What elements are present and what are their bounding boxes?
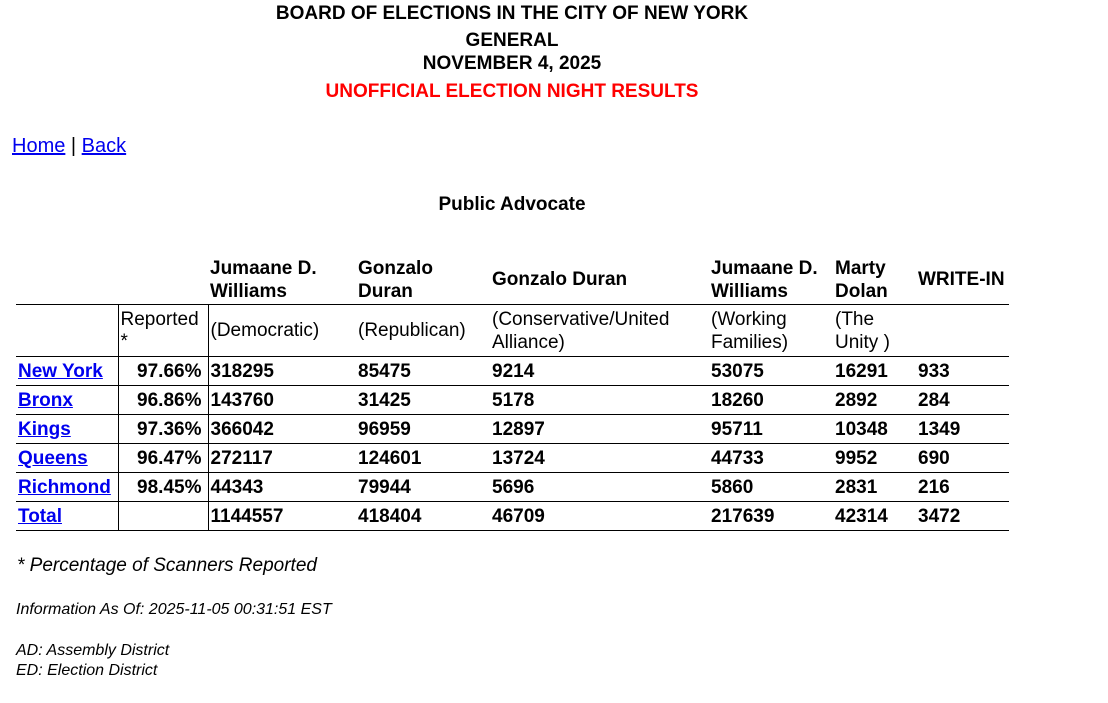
- blank-cell: [16, 305, 118, 357]
- vote-count: 95711: [709, 415, 833, 444]
- vote-count: 284: [916, 386, 1009, 415]
- vote-count: 2831: [833, 473, 916, 502]
- county-cell: [16, 473, 118, 502]
- county-cell: [16, 444, 118, 473]
- vote-count: 5178: [490, 386, 709, 415]
- county-cell: [16, 415, 118, 444]
- vote-count: 5860: [709, 473, 833, 502]
- vote-count: 44343: [208, 473, 356, 502]
- vote-count: 44733: [709, 444, 833, 473]
- party-name: [916, 305, 1009, 357]
- county-link[interactable]: New York: [18, 360, 103, 382]
- district-legend: [16, 641, 169, 681]
- party-name: (Democratic): [208, 305, 356, 357]
- reported-pct: 96.86%: [118, 386, 208, 415]
- county-link[interactable]: Bronx: [18, 389, 73, 411]
- reported-pct: 97.36%: [118, 415, 208, 444]
- nav-links: [12, 135, 126, 158]
- ad-legend: AD: Assembly District: [16, 642, 170, 659]
- county-cell: [16, 502, 118, 531]
- info-timestamp: Information As Of: 2025-11-05 00:31:51 EST: [16, 601, 332, 618]
- county-link[interactable]: Queens: [18, 447, 88, 469]
- vote-count: 9214: [490, 357, 709, 386]
- election-date: NOVEMBER 4, 2025: [422, 53, 602, 74]
- candidate-header-row: [16, 255, 1009, 305]
- reported-pct: [118, 502, 208, 531]
- scanner-footnote: * Percentage of Scanners Reported: [17, 555, 317, 576]
- reported-pct: 97.66%: [118, 357, 208, 386]
- vote-count: 31425: [356, 386, 490, 415]
- ed-legend: ED: Election District: [16, 662, 158, 679]
- back-link[interactable]: Back: [81, 135, 127, 157]
- results-table: [16, 255, 1009, 531]
- vote-count: 3472: [916, 502, 1009, 531]
- party-name: (Republican): [356, 305, 490, 357]
- vote-count: 53075: [709, 357, 833, 386]
- candidate-name: WRITE-IN: [916, 255, 1009, 305]
- table-row: [16, 386, 1009, 415]
- party-name: (Conservative/United Alliance): [490, 305, 709, 357]
- unofficial-results-banner: UNOFFICIAL ELECTION NIGHT RESULTS: [325, 81, 699, 102]
- table-row: [16, 415, 1009, 444]
- vote-count: 46709: [490, 502, 709, 531]
- vote-count: 143760: [208, 386, 356, 415]
- county-link[interactable]: Richmond: [18, 476, 111, 498]
- vote-count: 10348: [833, 415, 916, 444]
- total-link[interactable]: Total: [18, 505, 62, 527]
- vote-count: 9952: [833, 444, 916, 473]
- vote-count: 96959: [356, 415, 490, 444]
- county-link[interactable]: Kings: [18, 418, 71, 440]
- candidate-name: Gonzalo Duran: [490, 255, 709, 305]
- blank-header: [16, 255, 118, 305]
- vote-count: 12897: [490, 415, 709, 444]
- candidate-name: Jumaane D. Williams: [709, 255, 833, 305]
- vote-count: 2892: [833, 386, 916, 415]
- vote-count: 5696: [490, 473, 709, 502]
- party-name: (Working Families): [709, 305, 833, 357]
- vote-count: 42314: [833, 502, 916, 531]
- nav-separator: |: [65, 135, 82, 157]
- table-row: [16, 473, 1009, 502]
- reported-header: Reported *: [118, 305, 208, 357]
- candidate-name: Marty Dolan: [833, 255, 916, 305]
- vote-count: 13724: [490, 444, 709, 473]
- vote-count: 366042: [208, 415, 356, 444]
- vote-count: 18260: [709, 386, 833, 415]
- party-name: (The Unity ): [833, 305, 916, 357]
- vote-count: 933: [916, 357, 1009, 386]
- board-title: BOARD OF ELECTIONS IN THE CITY OF NEW YORK: [275, 3, 749, 24]
- vote-count: 418404: [356, 502, 490, 531]
- blank-header: [118, 255, 208, 305]
- total-row: [16, 502, 1009, 531]
- candidate-name: Jumaane D. Williams: [208, 255, 356, 305]
- vote-count: 85475: [356, 357, 490, 386]
- table-row: [16, 444, 1009, 473]
- vote-count: 124601: [356, 444, 490, 473]
- home-link[interactable]: Home: [12, 135, 66, 157]
- vote-count: 318295: [208, 357, 356, 386]
- vote-count: 216: [916, 473, 1009, 502]
- vote-count: 1349: [916, 415, 1009, 444]
- vote-count: 272117: [208, 444, 356, 473]
- election-type: GENERAL: [465, 30, 559, 51]
- vote-count: 690: [916, 444, 1009, 473]
- candidate-name: Gonzalo Duran: [356, 255, 490, 305]
- office-title: Public Advocate: [438, 194, 586, 215]
- county-cell: [16, 357, 118, 386]
- reported-pct: 96.47%: [118, 444, 208, 473]
- county-cell: [16, 386, 118, 415]
- vote-count: 217639: [709, 502, 833, 531]
- reported-pct: 98.45%: [118, 473, 208, 502]
- table-row: [16, 357, 1009, 386]
- party-row: [16, 305, 1009, 357]
- vote-count: 1144557: [208, 502, 356, 531]
- vote-count: 16291: [833, 357, 916, 386]
- vote-count: 79944: [356, 473, 490, 502]
